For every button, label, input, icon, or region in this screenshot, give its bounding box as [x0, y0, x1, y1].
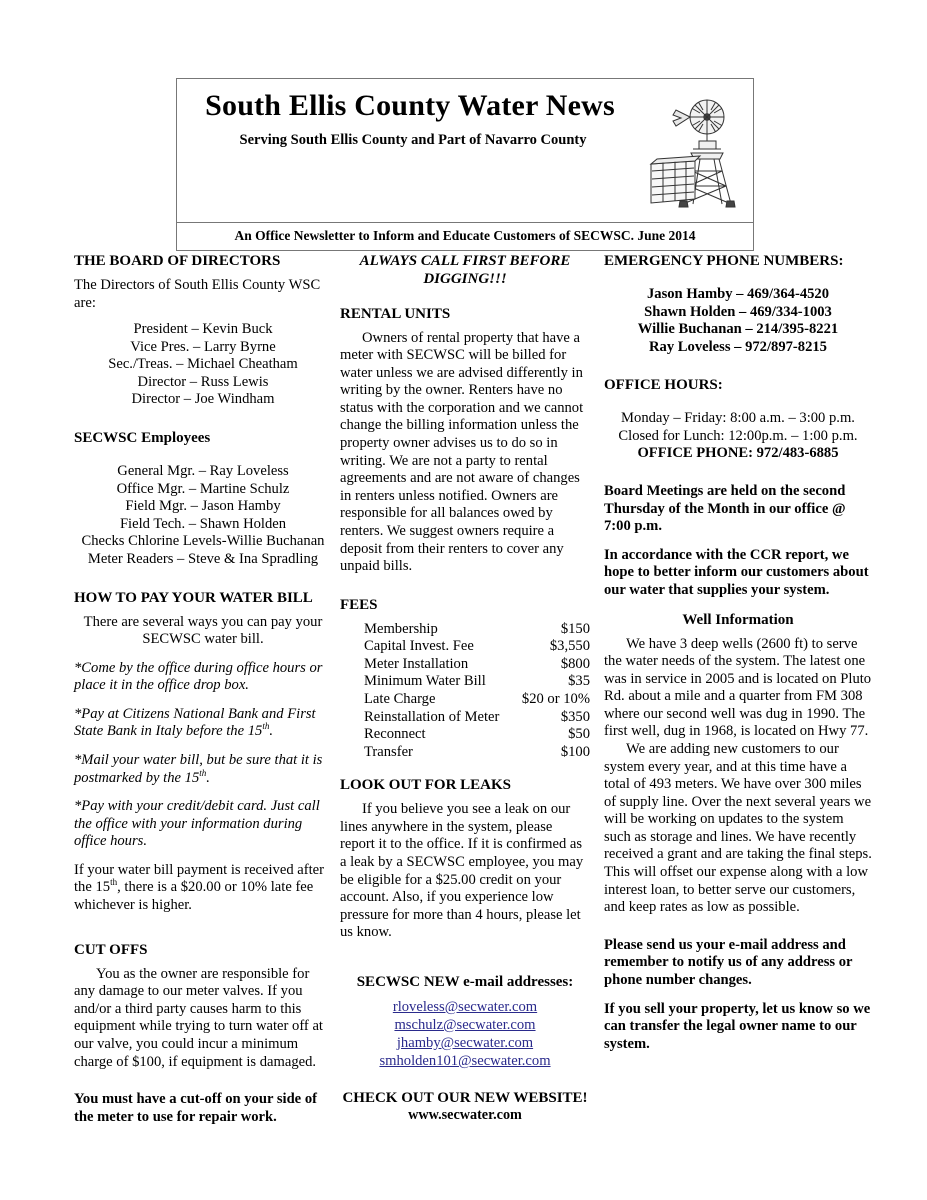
ordinal-suffix: th: [199, 767, 207, 778]
masthead: [176, 78, 754, 251]
sell-property-note: If you sell your property, let us know so we can transfer the legal owner name to our system.: [604, 1000, 871, 1052]
employees-list: [74, 463, 332, 568]
email-link[interactable]: rloveless@secwater.com: [392, 998, 538, 1015]
late-fee-text: If your water bill payment is received after the 15th, there is a $20.00 or 10% late fee whichever is higher.: [74, 861, 325, 914]
newsletter-subtitle: Serving South Ellis County and Part of Navarro County: [239, 131, 587, 148]
board-meetings-note: Board Meetings are held on the second Thursday of the Month in our office @ 7:00 p.m.: [604, 483, 846, 535]
fee-label: Late Charge: [364, 691, 436, 707]
website-heading: CHECK OUT OUR NEW WEBSITE!: [342, 1090, 588, 1106]
board-member: Director – Russ Lewis: [137, 373, 269, 390]
leaks-body: If you believe you see a leak on our lines anywhere in the system, please report it to the office. If it is confirmed as a leak by a SECWSC employee, you may be eligible for a $25.00 credit on your account. Also, if you experience low pressure for more than 4 hours, please let us know.: [340, 801, 584, 941]
masthead-text-block: [177, 87, 643, 149]
rental-units-body: Owners of rental property that have a meter with SECWSC will be billed for water unless we are advised differently in writing by the owner. Renters have no status with the corporation and we cannot change the billing information unless the property owner advises us to do so in writing. We are not a party to rental agreements and are not aware of changes in renters unless notified. Owners are responsible for all balances owed by renters. We suggest owners require a deposit from their renters to cover any unpaid bills.: [340, 329, 584, 575]
office-hours-weekday: Monday – Friday: 8:00 a.m. – 3:00 p.m.: [621, 410, 855, 427]
ccr-report-note: In accordance with the CCR report, we hope to better inform our customers about our water that supplies your system.: [604, 546, 869, 598]
pay-option-mail: *Mail your water bill, but be sure that it is postmarked by the 15th.: [74, 751, 323, 786]
email-address-request: Please send us your e-mail address and remember to notify us of any address or phone number changes.: [604, 936, 853, 988]
employee-item: Meter Readers – Steve & Ina Spradling: [87, 550, 319, 567]
newsletter-tagline: An Office Newsletter to Inform and Educate Customers of SECWSC. June 2014: [234, 228, 696, 243]
ordinal-suffix: th: [110, 877, 118, 888]
website-block: [340, 1090, 590, 1124]
masthead-top: [177, 79, 753, 223]
employee-item: General Mgr. – Ray Loveless: [117, 463, 289, 480]
email-addresses-heading: SECWSC NEW e-mail addresses:: [356, 973, 574, 990]
fee-label: Membership: [364, 620, 438, 637]
dig-warning-heading: ALWAYS CALL FIRST BEFORE DIGGING!!!: [359, 253, 571, 288]
emergency-contact: Jason Hamby – 469/364-4520: [646, 286, 830, 302]
board-intro-text: The Directors of South Ellis County WSC are:: [74, 277, 321, 311]
fees-heading: FEES: [340, 596, 378, 613]
well-information-heading: Well Information: [682, 611, 794, 628]
windmill-water-tower-icon: [643, 87, 753, 216]
pay-option-bank: *Pay at Citizens National Bank and First State Bank in Italy before the 15th.: [74, 705, 316, 740]
cut-offs-heading: CUT OFFS: [74, 941, 148, 958]
rental-units-heading: RENTAL UNITS: [340, 305, 451, 322]
board-member: Vice Pres. – Larry Byrne: [130, 338, 276, 355]
board-member: Sec./Treas. – Michael Cheatham: [108, 356, 298, 373]
emergency-phone-list: [604, 286, 872, 356]
cut-offs-body: You as the owner are responsible for any damage to our meter valves. If you and/or a third party causes harm to this equipment while trying to turn water off at our valve, you could incur a minimum charge of $100, if equipment is damaged.: [74, 965, 323, 1070]
fee-amount: $800: [560, 655, 590, 672]
cut-offs-note: You must have a cut-off on your side of the meter to use for repair work.: [74, 1091, 317, 1125]
fee-row: [340, 656, 590, 674]
board-member: Director – Joe Windham: [131, 391, 275, 408]
fee-amount: $150: [560, 620, 590, 637]
office-hours-heading: OFFICE HOURS:: [604, 377, 723, 394]
office-hours-lunch: Closed for Lunch: 12:00p.m. – 1:00 p.m.: [618, 427, 858, 444]
employee-item: Office Mgr. – Martine Schulz: [116, 480, 290, 497]
fee-amount: $50: [568, 726, 590, 743]
left-column: [74, 252, 332, 1137]
employee-item: Checks Chlorine Levels-Willie Buchanan: [81, 533, 325, 550]
pay-option-card: *Pay with your credit/debit card. Just call the office with your information during office hours.: [74, 798, 320, 850]
right-column: [604, 252, 872, 1064]
fee-amount: $350: [560, 708, 590, 725]
employee-item: Field Tech. – Shawn Holden: [119, 515, 287, 532]
fee-label: Capital Invest. Fee: [364, 638, 474, 655]
employees-heading: SECWSC Employees: [74, 430, 211, 447]
office-phone: OFFICE PHONE: 972/483-6885: [637, 445, 839, 462]
email-link[interactable]: smholden101@secwater.com: [379, 1052, 551, 1069]
fee-amount: $20 or 10%: [521, 691, 590, 707]
middle-column: [340, 252, 590, 1124]
board-members-list: [74, 321, 332, 409]
emergency-phone-heading: EMERGENCY PHONE NUMBERS:: [604, 253, 844, 269]
website-url: www.secwater.com: [408, 1107, 522, 1123]
fee-row: [340, 621, 590, 639]
how-to-pay-heading: HOW TO PAY YOUR WATER BILL: [74, 589, 313, 606]
fee-label: Reconnect: [364, 726, 426, 743]
fee-row: [340, 726, 590, 744]
fee-amount: $3,550: [549, 638, 590, 655]
email-address-list: [340, 998, 590, 1070]
fee-row: [340, 691, 590, 709]
emergency-contact: Shawn Holden – 469/334-1003: [644, 303, 832, 320]
fee-label: Transfer: [364, 743, 413, 760]
fee-label: Minimum Water Bill: [364, 673, 486, 690]
pay-option-office: *Come by the office during office hours or place it in the office drop box.: [74, 659, 323, 694]
well-information-body: We have 3 deep wells (2600 ft) to serve the water needs of the system. The latest one was in service in 2005 and is located on Pluto Rd. about a mile and a quarter from FM 308 where our second well was dug in 1990. The first well, dug in 1968, is located on Hwy 77.: [604, 635, 872, 740]
fee-label: Reinstallation of Meter: [364, 708, 500, 725]
board-member: President – Kevin Buck: [133, 321, 273, 338]
email-link[interactable]: jhamby@secwater.com: [396, 1034, 534, 1051]
fee-row: [340, 673, 590, 691]
ordinal-suffix: th: [262, 721, 270, 732]
fees-table: [340, 621, 590, 762]
fee-label: Meter Installation: [364, 655, 469, 672]
customer-growth-body: We are adding new customers to our system every year, and at this time have a total of 493 meters. We have over 300 miles of supply line. Over the next several years we will be working on updates to the system such as storage and lines. We have recently received a grant and are taking the final steps. This will offset our expense along with a low interest loan, to better serve our customers, and keep rates as low as possible.: [604, 740, 872, 916]
emergency-contact: Ray Loveless – 972/897-8215: [649, 338, 827, 355]
fee-amount: $100: [560, 743, 590, 760]
fee-amount: $35: [568, 673, 590, 690]
fee-row: [340, 744, 590, 762]
employee-item: Field Mgr. – Jason Hamby: [125, 498, 281, 515]
fee-row: [340, 709, 590, 727]
fee-row: [340, 638, 590, 656]
newsletter-title: South Ellis County Water News: [205, 89, 615, 122]
emergency-contact: Willie Buchanan – 214/395-8221: [637, 321, 839, 338]
email-link[interactable]: mschulz@secwater.com: [394, 1016, 536, 1033]
pay-intro-text: There are several ways you can pay your SECWSC water bill.: [83, 613, 323, 648]
board-of-directors-heading: THE BOARD OF DIRECTORS: [74, 253, 281, 269]
look-out-for-leaks-heading: LOOK OUT FOR LEAKS: [340, 777, 512, 794]
